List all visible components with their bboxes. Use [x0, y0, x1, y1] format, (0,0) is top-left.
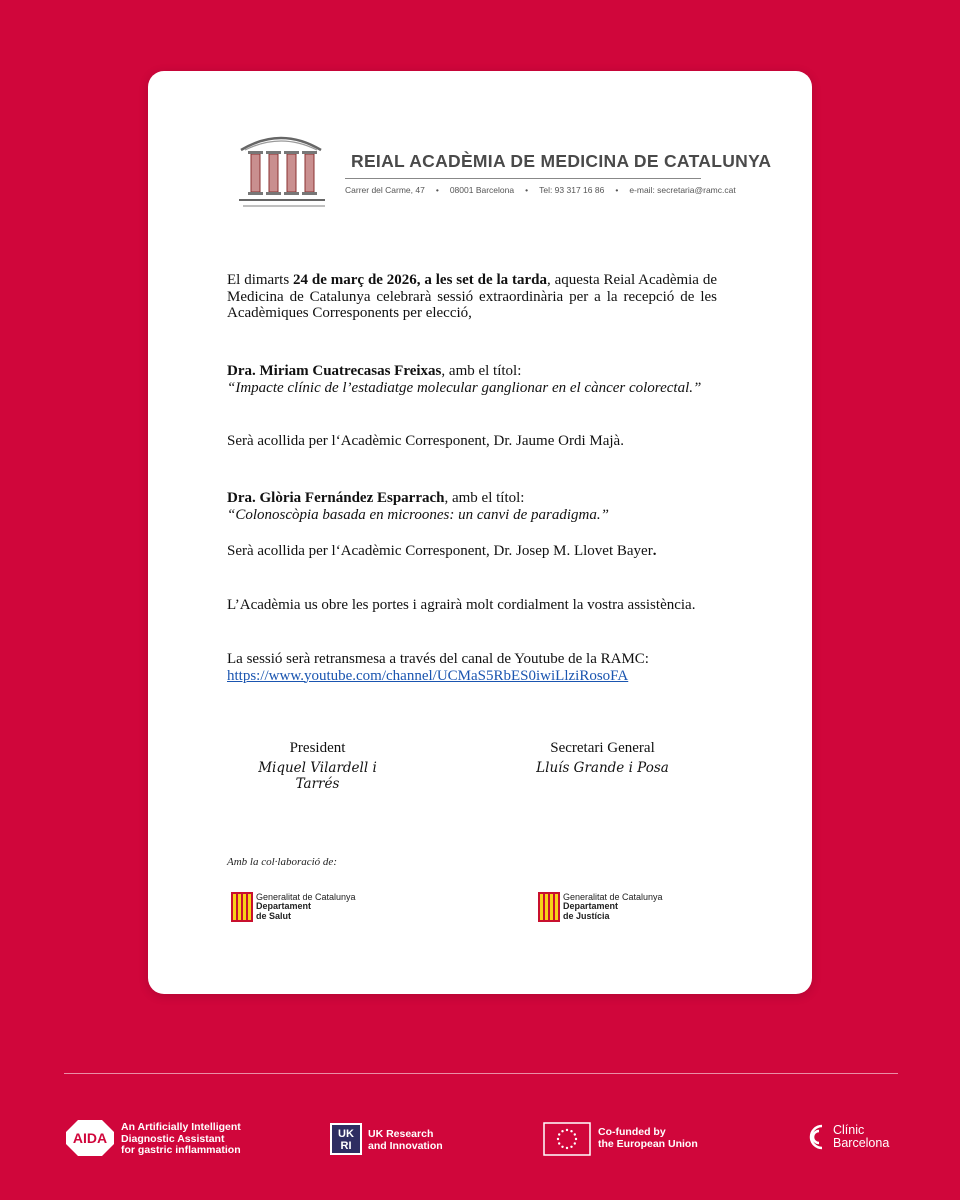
academy-email: e-mail: secretaria@ramc.cat [629, 185, 736, 195]
svg-text:UK: UK [338, 1128, 354, 1140]
aida-logo [64, 1118, 116, 1158]
event-date: 24 de març de 2026, a les set de la tarda [293, 272, 548, 288]
speaker2-reception-text: Serà acollida per l‘Acadèmic Corresponent, Dr. Josep M. Llovet Bayer [227, 543, 653, 559]
speaker1-suffix: , amb el títol: [441, 363, 522, 379]
generalitat-shield-icon [538, 892, 560, 922]
president-name: Miquel Vilardell i Tarrés [258, 760, 377, 792]
ukri-logo [330, 1123, 362, 1155]
speaker2-suffix: , amb el títol: [444, 490, 525, 506]
separator-dot: • [435, 185, 439, 195]
intro-paragraph [227, 272, 717, 322]
generalitat-salut-logo [231, 890, 356, 924]
aida-line3: for gastric inflammation [121, 1144, 241, 1156]
aida-description [121, 1122, 241, 1157]
academy-contact [345, 185, 736, 195]
eu-text [598, 1127, 698, 1150]
speaker1-name: Dra. Miriam Cuatrecasas Freixas [227, 363, 442, 379]
org1-line1: Generalitat de Catalunya [256, 891, 356, 902]
academy-temple-logo [235, 128, 327, 210]
secretary-signature [520, 740, 685, 776]
speaker2-block [227, 490, 717, 523]
org2-line2: Departament [563, 901, 619, 912]
clinic-barcelona-logo [800, 1120, 830, 1154]
president-role: President [289, 740, 346, 756]
closing-paragraph: L’Acadèmia us obre les portes i agrairà molt cordialment la vostra assistència. [227, 597, 696, 613]
speaker1-block [227, 363, 717, 396]
academy-name: REIAL ACADÈMIA DE MEDICINA DE CATALUNYA [351, 151, 772, 171]
academy-phone: Tel: 93 317 16 86 [539, 185, 605, 195]
eu-flag-icon [543, 1122, 591, 1156]
speaker2-title: “Colonoscòpia basada en microones: un canvi de paradigma.” [227, 506, 609, 523]
secretary-name: Lluís Grande i Posa [536, 760, 669, 776]
aida-line2: Diagnostic Assistant [121, 1132, 225, 1145]
header-rule [345, 178, 701, 179]
speaker2-reception-end: . [652, 543, 657, 559]
ukri-text [368, 1129, 443, 1152]
collaboration-label: Amb la col·laboració de: [227, 856, 337, 868]
generalitat-salut-text [256, 893, 356, 922]
generalitat-justicia-text [563, 893, 663, 922]
ukri-line2: and Innovation [368, 1139, 443, 1152]
org2-line1: Generalitat de Catalunya [563, 891, 663, 902]
broadcast-paragraph [227, 651, 717, 684]
intro-text-2: , aquesta Reial Acadèmia de Medicina de Catalunya celebrarà sessió extraordinària per a la recepció de les Acadèmiques Corresponents per elecció, [227, 272, 717, 322]
speaker2-reception [227, 543, 717, 560]
intro-text: El dimarts [227, 272, 294, 288]
generalitat-justicia-logo [538, 890, 663, 924]
generalitat-shield-icon [231, 892, 253, 922]
eu-line1: Co-funded by [598, 1126, 666, 1138]
org2-line3: de Justícia [563, 910, 610, 921]
footer-divider [64, 1073, 898, 1074]
speaker1-reception: Serà acollida per l‘Acadèmic Corresponent, Dr. Jaume Ordi Majà. [227, 433, 624, 449]
aida-logo-text: AIDA [72, 1130, 108, 1146]
org1-line3: de Salut [256, 910, 292, 921]
svg-text:RI: RI [340, 1140, 352, 1152]
clinic-line1: Clínic [833, 1123, 865, 1137]
org1-line2: Departament [256, 901, 312, 912]
broadcast-text: La sessió serà retransmesa a través del canal de Youtube de la RAMC: [227, 651, 649, 667]
eu-line2: the European Union [598, 1137, 698, 1150]
academy-address: Carrer del Carme, 47 [345, 185, 425, 195]
secretary-role: Secretari General [550, 740, 655, 756]
separator-dot: • [615, 185, 619, 195]
aida-line1: An Artificially Intelligent [121, 1121, 241, 1133]
academy-city: 08001 Barcelona [449, 185, 515, 195]
president-signature [245, 740, 390, 792]
clinic-line2: Barcelona [833, 1136, 890, 1150]
ukri-line1: UK Research [368, 1128, 434, 1140]
separator-dot: • [525, 185, 529, 195]
speaker2-name: Dra. Glòria Fernández Esparrach [227, 490, 445, 506]
youtube-channel-link[interactable]: https://www.youtube.com/channel/UCMaS5RbES0iwiLlziRosoFA [227, 667, 629, 684]
speaker1-title: “Impacte clínic de l’estadiatge molecular ganglionar en el càncer colorectal.” [227, 379, 702, 396]
clinic-barcelona-text [833, 1124, 889, 1150]
